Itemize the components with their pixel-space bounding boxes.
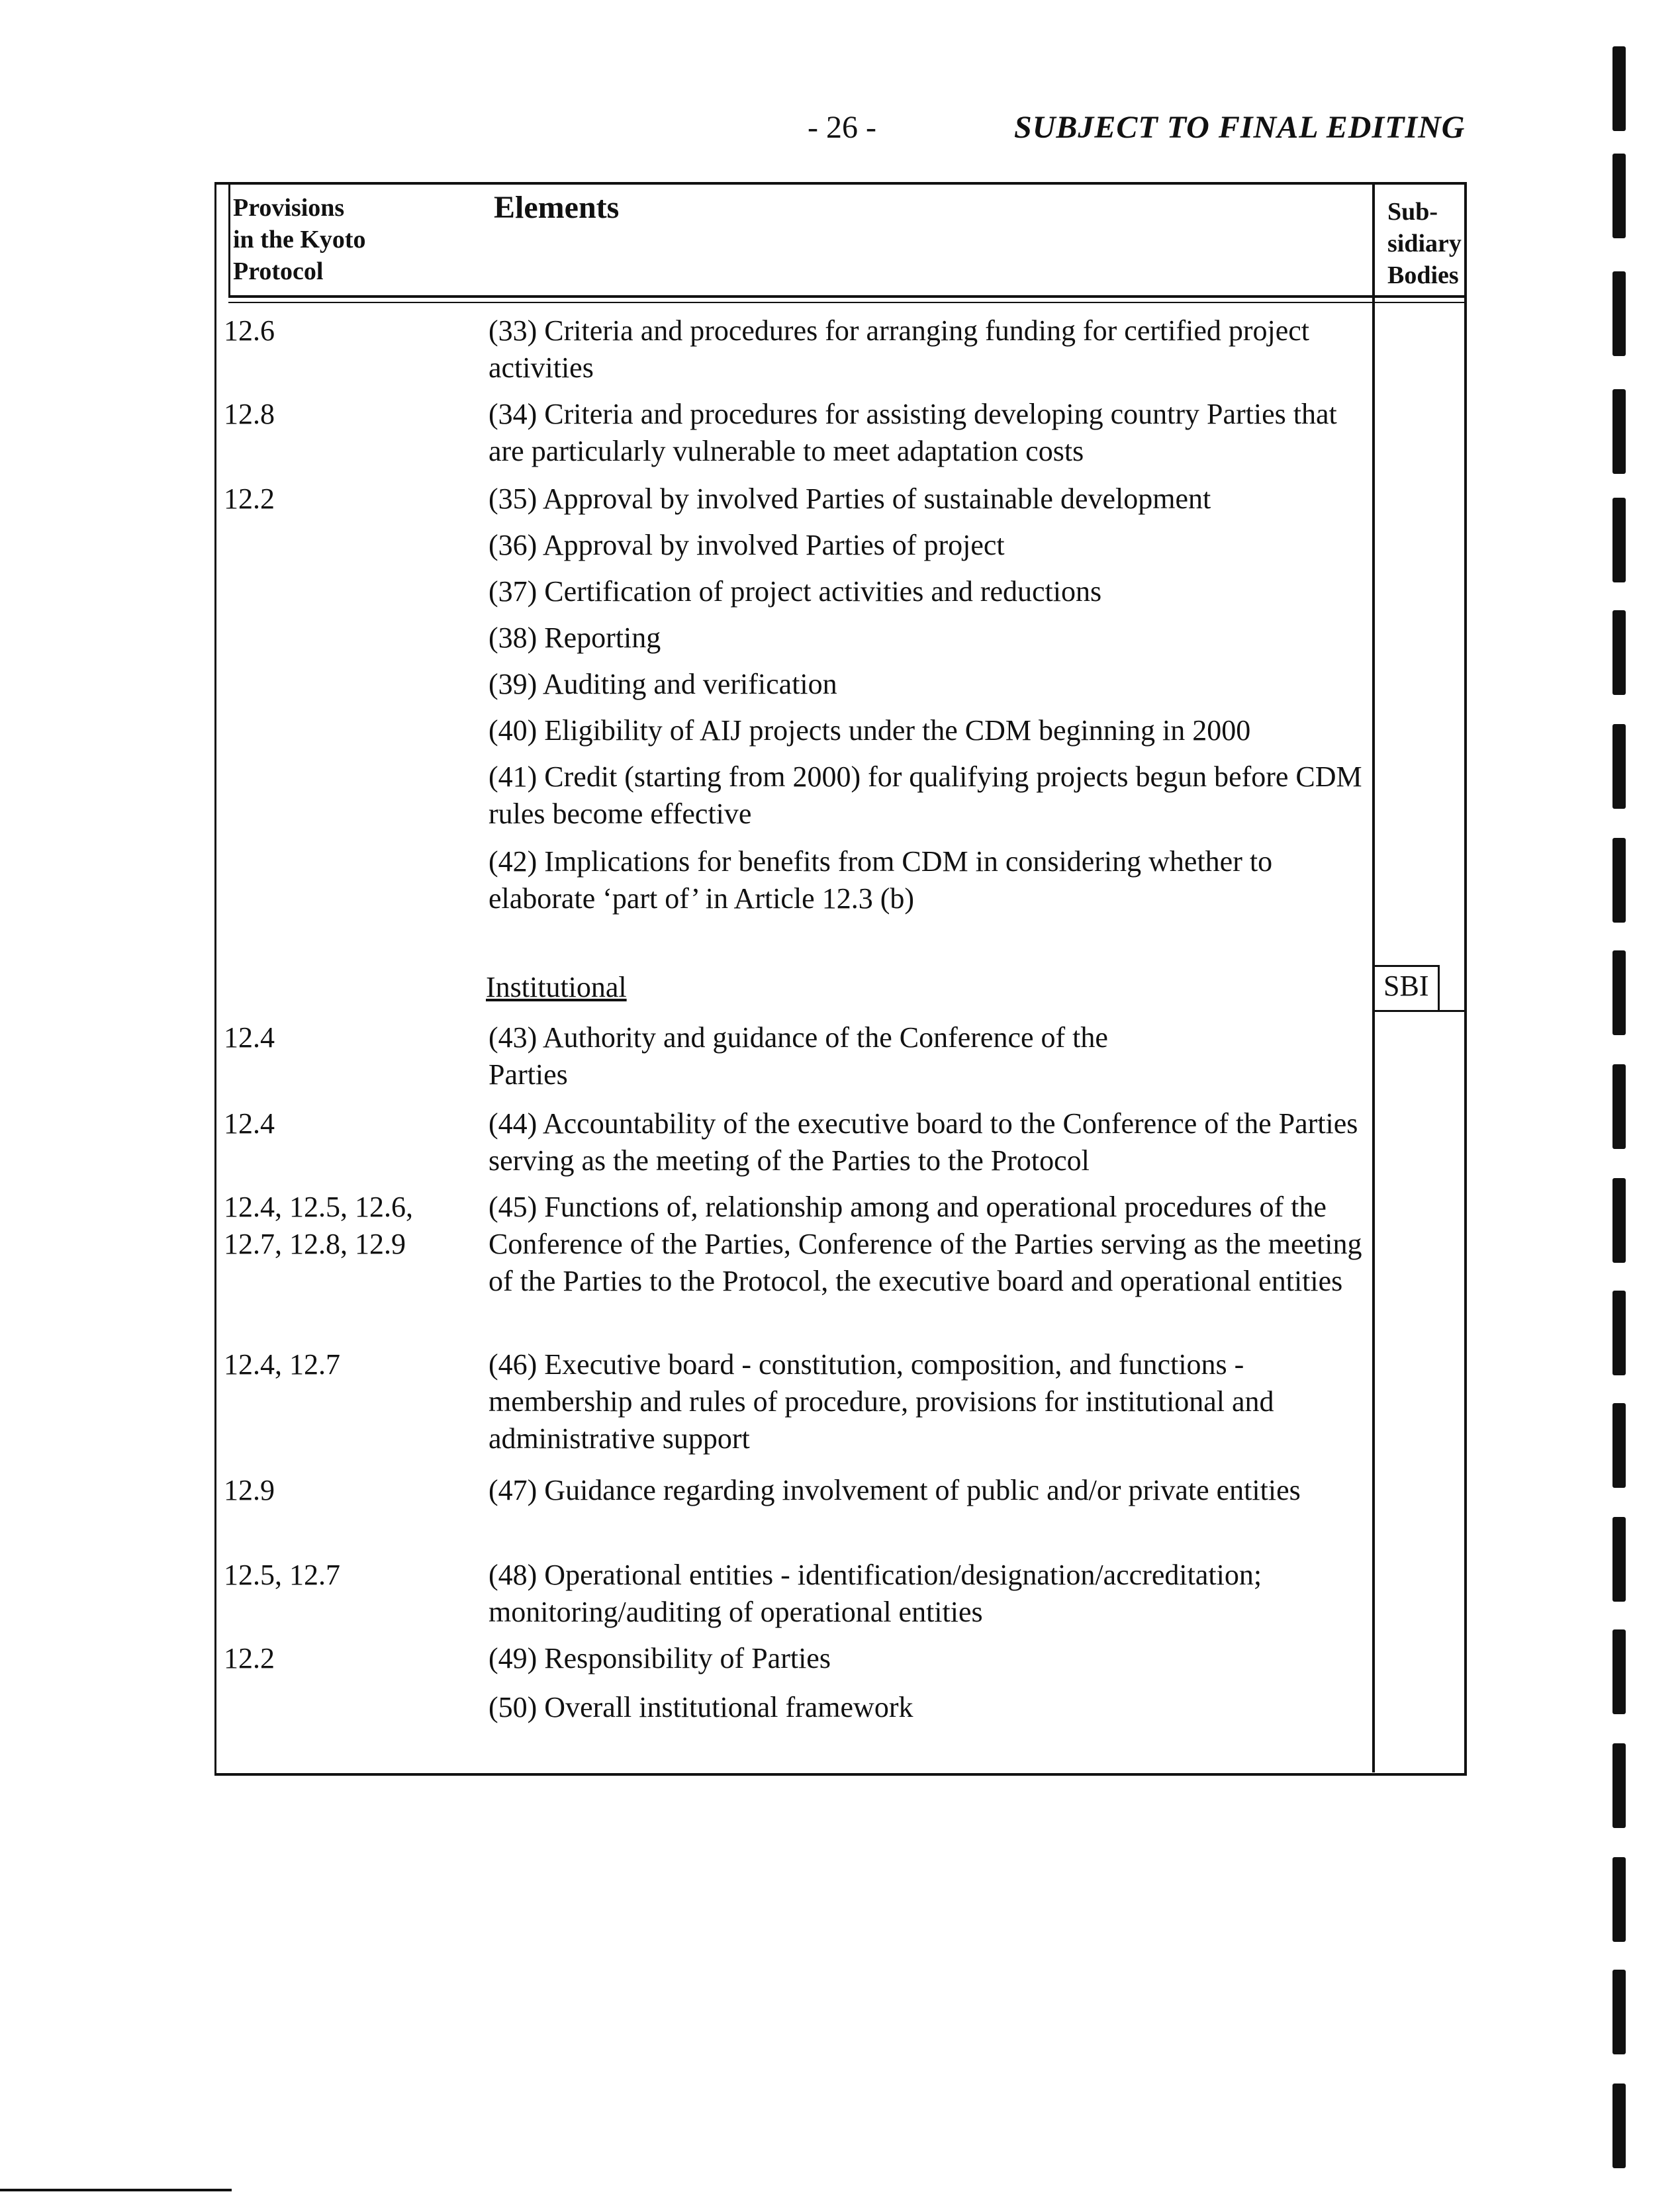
- page-number: - 26 -: [808, 110, 876, 145]
- subsidiary-body-sbi: SBI: [1383, 970, 1429, 1002]
- element-cell: (40) Eligibility of AIJ projects under the CDM beginning in 2000: [489, 714, 1251, 747]
- scan-mark: [1612, 2084, 1626, 2168]
- footer-line: [0, 2189, 232, 2191]
- scan-mark: [1612, 724, 1626, 809]
- scan-mark: [1612, 271, 1626, 356]
- element-cell: (45) Functions of, relationship among and operational procedures of the Conference of the Parties, Conference of the Parties serving as the meeting of the Parties to the Protocol, the executive board and operational entities: [489, 1191, 1362, 1297]
- provisions-column-header: [233, 192, 366, 287]
- scan-mark: [1612, 1517, 1626, 1602]
- scan-mark: [1612, 1291, 1626, 1375]
- elements-column-header: Elements: [494, 190, 620, 225]
- provision-cell: 12.4, 12.7: [224, 1348, 340, 1381]
- scan-mark: [1612, 610, 1626, 695]
- element-cell: (43) Authority and guidance of the Conference of the Parties: [489, 1021, 1108, 1091]
- provisions-header-line-1: Provisions: [233, 194, 345, 222]
- scan-mark: [1612, 389, 1626, 474]
- element-cell: (50) Overall institutional framework: [489, 1691, 913, 1723]
- element-cell: (49) Responsibility of Parties: [489, 1642, 831, 1674]
- provisions-header-line-2: in the Kyoto: [233, 226, 366, 253]
- element-cell: (37) Certification of project activities and reductions: [489, 575, 1102, 608]
- element-cell: (34) Criteria and procedures for assisting developing country Parties that are particularly vulnerable to meet adaptation costs: [489, 398, 1337, 467]
- scan-mark: [1612, 1178, 1626, 1263]
- element-cell: (35) Approval by involved Parties of sustainable development: [489, 482, 1211, 515]
- provision-cell: 12.9: [224, 1474, 275, 1506]
- scan-mark: [1612, 1629, 1626, 1714]
- provision-cell: 12.4: [224, 1107, 275, 1140]
- element-cell: (44) Accountability of the executive board to the Conference of the Parties serving as the meeting of the Parties to the Protocol: [489, 1107, 1358, 1177]
- scan-mark: [1612, 1970, 1626, 2054]
- element-cell: (33) Criteria and procedures for arranging funding for certified project activities: [489, 314, 1310, 384]
- editing-notice: SUBJECT TO FINAL EDITING: [1014, 110, 1466, 145]
- subsidiary-header-line-1: Sub-: [1387, 198, 1438, 226]
- scan-mark: [1612, 1743, 1626, 1828]
- provision-cell: 12.8: [224, 398, 275, 430]
- subsidiary-header-line-3: Bodies: [1387, 261, 1459, 289]
- sbi-box-right: [1438, 965, 1440, 1011]
- header-rule: [228, 295, 1466, 298]
- sbi-box-bottom: [1372, 1010, 1466, 1012]
- provision-cell: 12.5, 12.7: [224, 1559, 340, 1591]
- institutional-heading: Institutional: [486, 971, 627, 1003]
- provision-cell: 12.6: [224, 314, 275, 347]
- scan-mark: [1612, 154, 1626, 238]
- subsidiary-column-header: [1387, 196, 1462, 291]
- provision-cell: 12.2: [224, 482, 275, 515]
- element-cell: (42) Implications for benefits from CDM in considering whether to elaborate ‘part of’ in Article 12.3 (b): [489, 845, 1273, 915]
- element-cell: (38) Reporting: [489, 621, 661, 654]
- scan-mark: [1612, 1857, 1626, 1942]
- sbi-box-top: [1372, 965, 1440, 967]
- scan-mark: [1612, 1064, 1626, 1149]
- scan-mark: [1612, 950, 1626, 1035]
- scan-mark: [1612, 838, 1626, 923]
- scan-mark: [1612, 498, 1626, 582]
- provisions-header-line-3: Protocol: [233, 257, 324, 285]
- element-cell: (36) Approval by involved Parties of project: [489, 529, 1005, 561]
- element-cell: (41) Credit (starting from 2000) for qualifying projects begun before CDM rules become effective: [489, 760, 1362, 830]
- provision-cell: 12.4: [224, 1021, 275, 1054]
- provision-cell: 12.2: [224, 1642, 275, 1674]
- element-cell: (39) Auditing and verification: [489, 668, 837, 700]
- element-cell: (48) Operational entities - identification/designation/accreditation; monitoring/auditing of operational entities: [489, 1559, 1262, 1628]
- scan-mark: [1612, 1403, 1626, 1488]
- element-cell: (47) Guidance regarding involvement of public and/or private entities: [489, 1474, 1301, 1506]
- header-rule-2: [228, 302, 1466, 303]
- column-divider-left: [228, 184, 230, 295]
- scan-mark: [1612, 46, 1626, 131]
- provision-cell: 12.4, 12.5, 12.6, 12.7, 12.8, 12.9: [224, 1191, 413, 1260]
- element-cell: (46) Executive board - constitution, composition, and functions - membership and rules of procedure, provisions for institutional and administrative support: [489, 1348, 1274, 1455]
- subsidiary-header-line-2: sidiary: [1387, 230, 1462, 257]
